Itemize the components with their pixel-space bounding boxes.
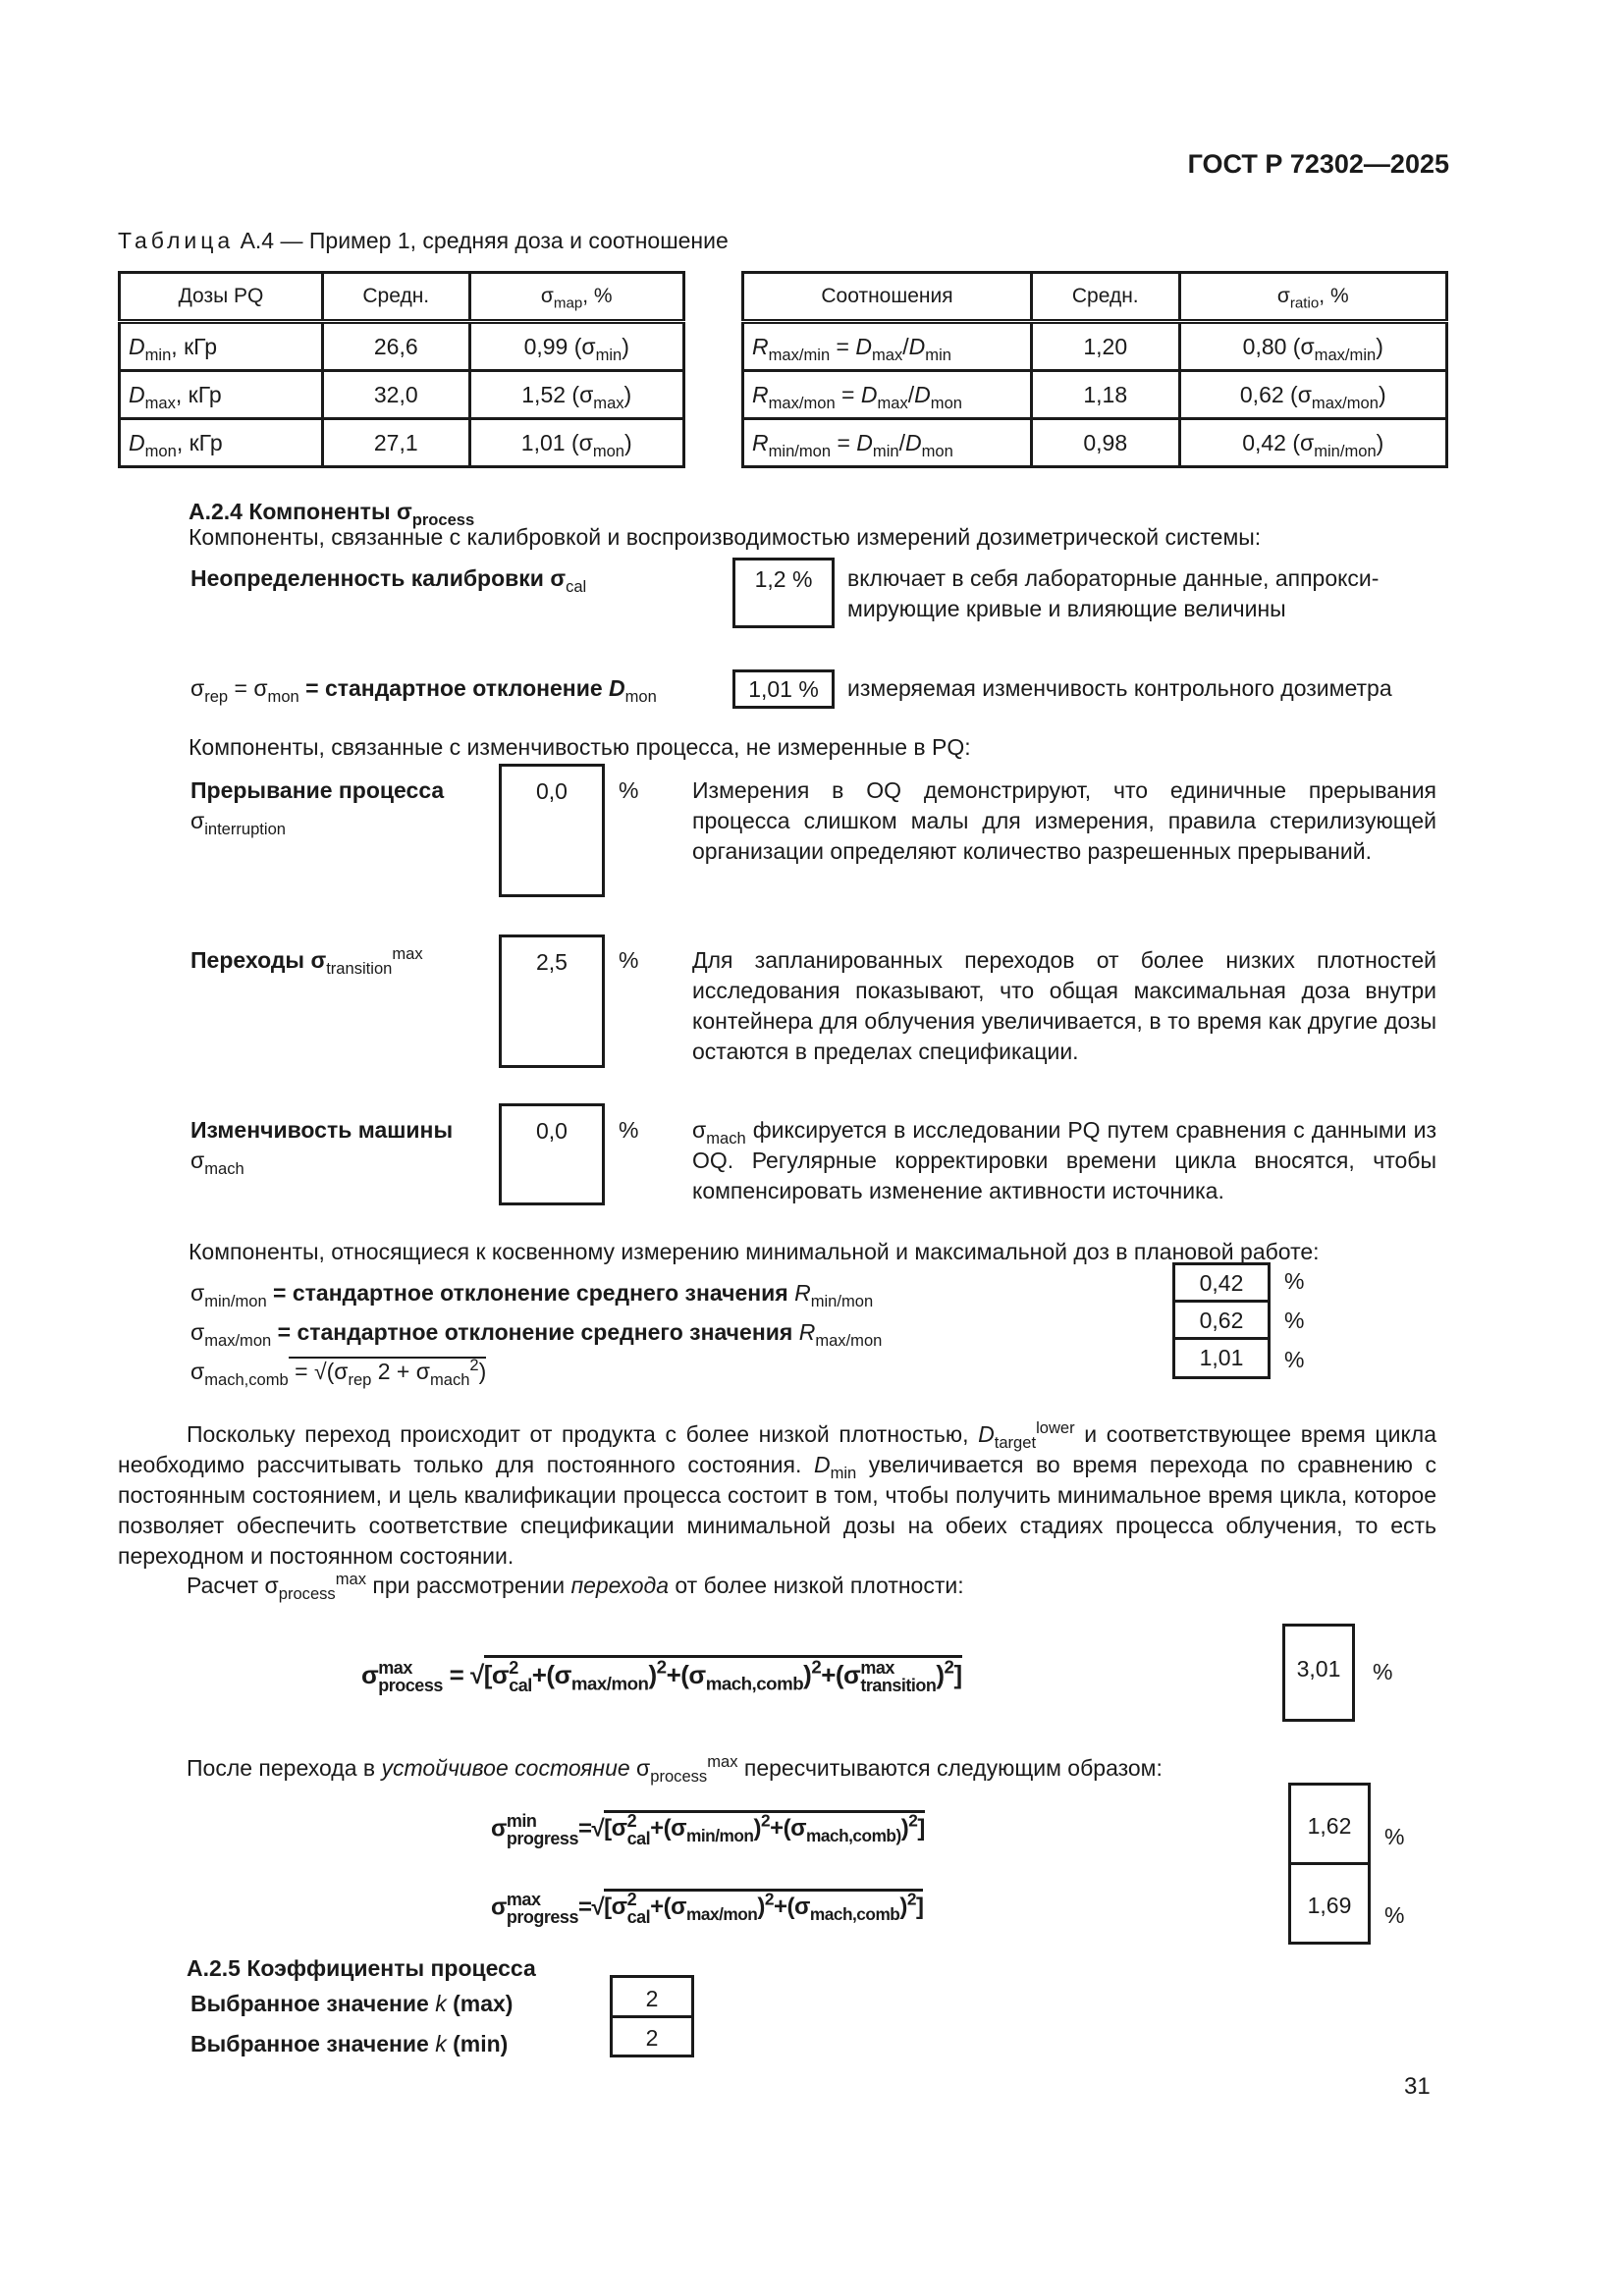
sigma-progress-max-value: 1,69 [1288,1862,1371,1945]
ratio-label: $R_{min/mon} = D_{min}/D_{mon}$ [743,419,1032,467]
indirect-min-mon-value: 0,42 [1172,1262,1271,1303]
page-number: 31 [1404,2073,1431,2100]
rep-value-box: 1,01 % [732,669,835,709]
rep-label: $\sigma_{rep} = \sigma_{mon}$ = стандартное отклонение $D_{mon}$ [190,675,657,706]
interruption-value-box: 0,0 [499,764,605,897]
sigma-progress-max-unit: % [1384,1902,1405,1928]
mach-comb-unit: % [1284,1347,1305,1372]
calc-intro: Расчет $\sigma_{process}^{max}$ при рассмотрении перехода от более низкой плотности: [187,1569,964,1603]
dose-mean: 32,0 [323,371,470,419]
mach-comb-label: $\sigma_{mach,comb} = √(\sigma_{rep}$ $2 + \sigma_{mach}^2$) [190,1355,487,1389]
table-caption-text: А.4 — Пример 1, средняя доза и соотношение [234,228,729,253]
ratios-table [741,271,1448,468]
formula-sigma-progress-max: σ max progress =√[σ 2 cal $+(\sigma_{max/mon})^2+(\sigma_{mach,comb})^2$] [491,1889,924,1927]
col-header-mean: Средн. [323,273,470,322]
machine-unit: % [619,1117,639,1143]
mach-comb-sqrt: = $√(\sigma_{rep}$ $2 + \sigma_{mach}^2$) [288,1355,487,1389]
table-row [120,322,684,371]
transition-label: Переходы $\sigma_{transition}^{max}$ [190,943,423,978]
k-min-value: 2 [610,2015,694,2057]
machine-value-box: 0,0 [499,1103,605,1205]
interruption-label: Прерывание процесса $\sigma_{interruption}$ [190,777,445,838]
table-row [120,419,684,467]
ratios-table-header [743,273,1447,322]
sigma-progress-min-value: 1,62 [1288,1783,1371,1865]
ratio-label: $R_{max/min} = D_{max}/D_{min}$ [743,322,1032,371]
doses-table-header [120,273,684,322]
table-row [743,322,1447,371]
col-header-ratios: Соотношения [743,273,1032,322]
machine-description: $\sigma_{mach}$ фиксируется в исследовании PQ путем сравнения с данными из OQ. Регулярные корректировки времени цикла вносятся, чтобы компенсировать изменение активности источника. [692,1117,1436,1203]
k-min-label: Выбранное значение k (min) [190,2031,509,2056]
dose-mean: 26,6 [323,322,470,371]
sigma-progress-min-unit: % [1384,1824,1405,1849]
steady-state-intro: После перехода в устойчивое состояние $\sigma_{process}^{max}$ пересчитываются следующим образом: [187,1751,1163,1786]
transition-description: Для запланированных переходов от более низких плотностей исследования показывают, что общая максимальная доза внутри контейнера для облучения увеличивается, в то время как другие дозы остаются в пределах спецификации. [692,947,1436,1064]
intro-process-variability: Компоненты, связанные с изменчивостью процесса, не измеренные в PQ: [189,734,971,760]
cal-value-box: 1,2 % [732,558,835,628]
table-caption [118,228,729,254]
section-a25-title: А.2.5 Коэффициенты процесса [187,1955,536,1981]
transition-paragraph: Поскольку переход происходит от продукта с более низкой плотностью, $D_{target}^{lower}$ и соответствующее время цикла необходимо рассчитывать только для постоянного состояния. $D_{min}$ увеличивается во время перехода по сравнению с постоянным состоянием, и цель квалификации процесса состоит в том, чтобы получить минимальное время цикла, которое позволяет обеспечить соответствие спецификации минимальной дозы на обеих стадиях процесса облучения, то есть переходном и постоянном состоянии. [118,1417,1436,1569]
table-caption-prefix: Таблица [118,228,235,253]
indirect-min-mon-label: $\sigma_{min/mon}$ = стандартное отклонение среднего значения $R_{min/mon}$ [190,1280,874,1310]
transition-unit: % [619,947,639,973]
indirect-max-mon-value: 0,62 [1172,1300,1271,1340]
sigma-process-max-value: 3,01 [1282,1624,1355,1722]
formula-sigma-progress-min: σ min progress =√[σ 2 cal $+(\sigma_{min/mon})^2+(\sigma_{mach,comb)})^2$] [491,1810,925,1848]
intro-indirect: Компоненты, относящиеся к косвенному измерению минимальной и максимальной доз в плановой работе: [189,1239,1320,1264]
dose-sigma: 1,01 $(\sigma_{mon})$ [469,419,684,467]
doses-table [118,271,685,468]
dose-label: $D_{min}$, кГр [120,322,323,371]
ratio-mean: 1,18 [1031,371,1179,419]
cal-description: включает в себя лабораторные данные, аппрокси-мирующие кривые и влияющие величины [847,565,1380,621]
col-header-sigma-ratio: $\sigma_{ratio}$, % [1179,273,1446,322]
transition-value-box: 2,5 [499,934,605,1068]
ratio-sigma: 0,62 $(\sigma_{max/mon})$ [1179,371,1446,419]
col-header-doses: Дозы PQ [120,273,323,322]
interruption-description: Измерения в OQ демонстрируют, что единичные прерывания процесса слишком малы для измерения, правила стерилизующей организации определяют количество разрешенных прерываний. [692,777,1436,864]
rep-description: измеряемая изменчивость контрольного дозиметра [847,675,1392,701]
table-row [743,371,1447,419]
ratio-mean: 1,20 [1031,322,1179,371]
table-row [743,419,1447,467]
col-header-sigma-map: $\sigma_{map}$, % [469,273,684,322]
ratio-sigma: 0,80 $(\sigma_{max/min})$ [1179,322,1446,371]
dose-sigma: 1,52 $(\sigma_{max})$ [469,371,684,419]
indirect-min-mon-unit: % [1284,1268,1305,1294]
mach-comb-value: 1,01 [1172,1337,1271,1379]
k-max-label: Выбранное значение k (max) [190,1991,514,2016]
ratio-mean: 0,98 [1031,419,1179,467]
interruption-unit: % [619,777,639,803]
cal-label: Неопределенность калибровки $\sigma_{cal}$ [190,565,587,596]
indirect-max-mon-label: $\sigma_{max/mon}$ = стандартное отклонение среднего значения $R_{max/mon}$ [190,1319,883,1350]
dose-sigma: 0,99 $(\sigma_{min})$ [469,322,684,371]
sigma-process-max-unit: % [1373,1659,1393,1684]
dose-label: $D_{max}$, кГр [120,371,323,419]
ratio-sigma: 0,42 $(\sigma_{min/mon})$ [1179,419,1446,467]
intro-calibration: Компоненты, связанные с калибровкой и воспроизводимостью измерений дозиметрической системы: [189,524,1262,550]
ratio-label: $R_{max/mon} = D_{max}/D_{mon}$ [743,371,1032,419]
dose-mean: 27,1 [323,419,470,467]
k-max-value: 2 [610,1975,694,2018]
dose-label: $D_{mon}$, кГр [120,419,323,467]
machine-label: Изменчивость машины $\sigma_{mach}$ [190,1117,454,1178]
table-row [120,371,684,419]
indirect-max-mon-unit: % [1284,1308,1305,1333]
document-header-id: ГОСТ Р 72302—2025 [1187,149,1449,179]
section-a24-title: А.2.4 Компоненты $\sigma_{process}$ [189,499,475,529]
col-header-mean: Средн. [1031,273,1179,322]
formula-sigma-process-max: σ max process = √[σ 2 cal $+(\sigma_{max/mon})^2+(\sigma_{mach,comb})^2+(\sigma$ max transition )$^2$] [361,1656,962,1695]
